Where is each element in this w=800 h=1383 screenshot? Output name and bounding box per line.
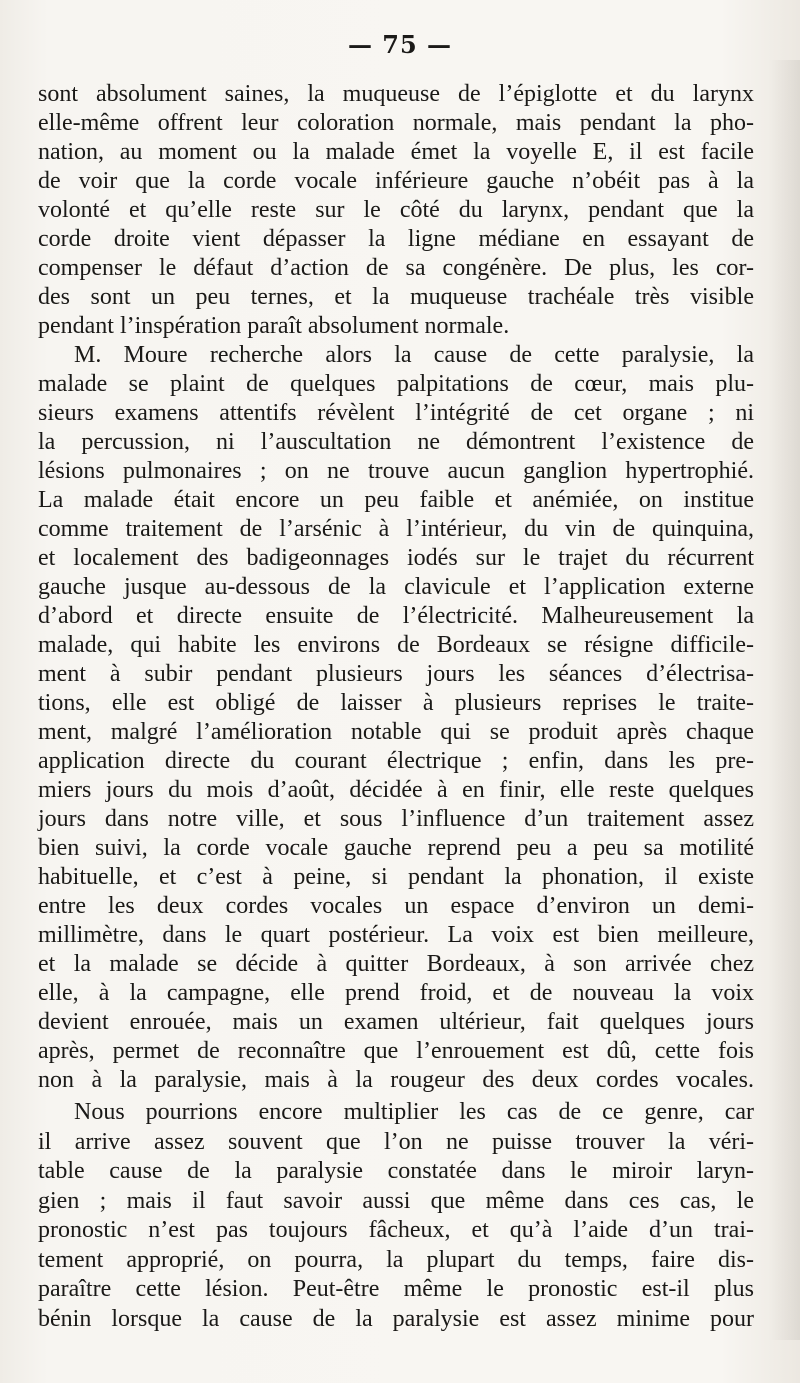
text-line: application directe du courant électrique ; enfin, dans les pre- — [38, 748, 754, 774]
text-line: bénin lorsque la cause de la paralysie est assez minime pour — [38, 1305, 754, 1332]
text-line: comme traitement de l’arsénic à l’intérieur, du vin de quinquina, — [38, 516, 754, 542]
text-line: miers jours du mois d’août, décidée à en finir, elle reste quelques — [38, 777, 754, 803]
text-line: elle, à la campagne, elle prend froid, et de nouveau la voix — [38, 980, 754, 1006]
text-line: et localement des badigeonnages iodés sur le trajet du récurrent — [38, 545, 754, 571]
text-line: volonté et qu’elle reste sur le côté du larynx, pendant que la — [38, 197, 754, 223]
text-line: nation, au moment ou la malade émet la voyelle E, il est facile — [38, 139, 754, 165]
text-line: sieurs examens attentifs révèlent l’intégrité de cet organe ; ni — [38, 400, 754, 426]
text-line: tions, elle est obligé de laisser à plusieurs reprises le traite- — [38, 690, 754, 716]
text-line: devient enrouée, mais un examen ultérieur, fait quelques jours — [38, 1009, 754, 1035]
text-line: table cause de la paralysie constatée dans le miroir laryn- — [38, 1158, 754, 1184]
text-line: bien suivi, la corde vocale gauche reprend peu a peu sa motilité — [38, 835, 754, 861]
text-line: d’abord et directe ensuite de l’électricité. Malheureusement la — [38, 603, 754, 629]
text-line: tement approprié, on pourra, la plupart du temps, faire dis- — [38, 1246, 754, 1273]
text-line: après, permet de reconnaître que l’enrouement est dû, cette fois — [38, 1038, 754, 1064]
text-line: Nous pourrions encore multiplier les cas de ce genre, car — [74, 1099, 754, 1125]
text-line: malade, qui habite les environs de Bordeaux se résigne difficile- — [38, 632, 754, 658]
text-line: elle-même offrent leur coloration normale, mais pendant la pho- — [38, 110, 754, 136]
text-line: gien ; mais il faut savoir aussi que même dans ces cas, le — [38, 1187, 754, 1214]
text-line: il arrive assez souvent que l’on ne puisse trouver la véri- — [38, 1128, 754, 1155]
text-block-upper — [38, 80, 754, 1095]
facing-page-bleed-through — [768, 60, 800, 1340]
text-line: pendant l’inspération paraît absolument normale. — [38, 313, 510, 339]
paragraph-1 — [38, 80, 754, 341]
text-line: malade se plaint de quelques palpitations de cœur, mais plu- — [38, 371, 754, 397]
page-number: — 75 — — [347, 30, 453, 59]
text-line: jours dans notre ville, et sous l’influence d’un traitement assez — [38, 806, 754, 832]
text-line: M. Moure recherche alors la cause de cette paralysie, la — [74, 342, 754, 368]
text-block-lower — [38, 1098, 754, 1334]
text-line: paraître cette lésion. Peut-être même le pronostic est-il plus — [38, 1276, 754, 1302]
text-line: compenser le défaut d’action de sa congénère. De plus, les cor- — [38, 255, 754, 281]
text-line: lésions pulmonaires ; on ne trouve aucun ganglion hypertrophié. — [38, 458, 754, 484]
text-line: ment, malgré l’amélioration notable qui se produit après chaque — [38, 719, 754, 745]
text-line: millimètre, dans le quart postérieur. La voix est bien meilleure, — [38, 922, 754, 948]
text-line: La malade était encore un peu faible et anémiée, on institue — [38, 487, 754, 513]
paragraph-3 — [38, 1098, 754, 1334]
text-line: de voir que la corde vocale inférieure gauche n’obéit pas à la — [38, 168, 754, 194]
text-line: gauche jusque au-dessous de la clavicule et l’application externe — [38, 574, 754, 600]
text-line: pronostic n’est pas toujours fâcheux, et qu’à l’aide d’un trai- — [38, 1217, 754, 1243]
text-line: entre les deux cordes vocales un espace d’environ un demi- — [38, 893, 754, 919]
text-line: habituelle, et c’est à peine, si pendant la phonation, il existe — [38, 864, 754, 890]
text-line: corde droite vient dépasser la ligne médiane en essayant de — [38, 226, 754, 252]
text-line: la percussion, ni l’auscultation ne démontrent l’existence de — [38, 429, 754, 455]
paragraph-2 — [38, 341, 754, 1095]
text-line: ment à subir pendant plusieurs jours les séances d’électrisa- — [38, 661, 754, 687]
text-line: sont absolument saines, la muqueuse de l’épiglotte et du larynx — [38, 81, 754, 107]
text-line: et la malade se décide à quitter Bordeaux, à son arrivée chez — [38, 951, 754, 977]
text-line: des sont un peu ternes, et la muqueuse trachéale très visible — [38, 284, 754, 310]
text-line: non à la paralysie, mais à la rougeur des deux cordes vocales. — [38, 1067, 754, 1093]
